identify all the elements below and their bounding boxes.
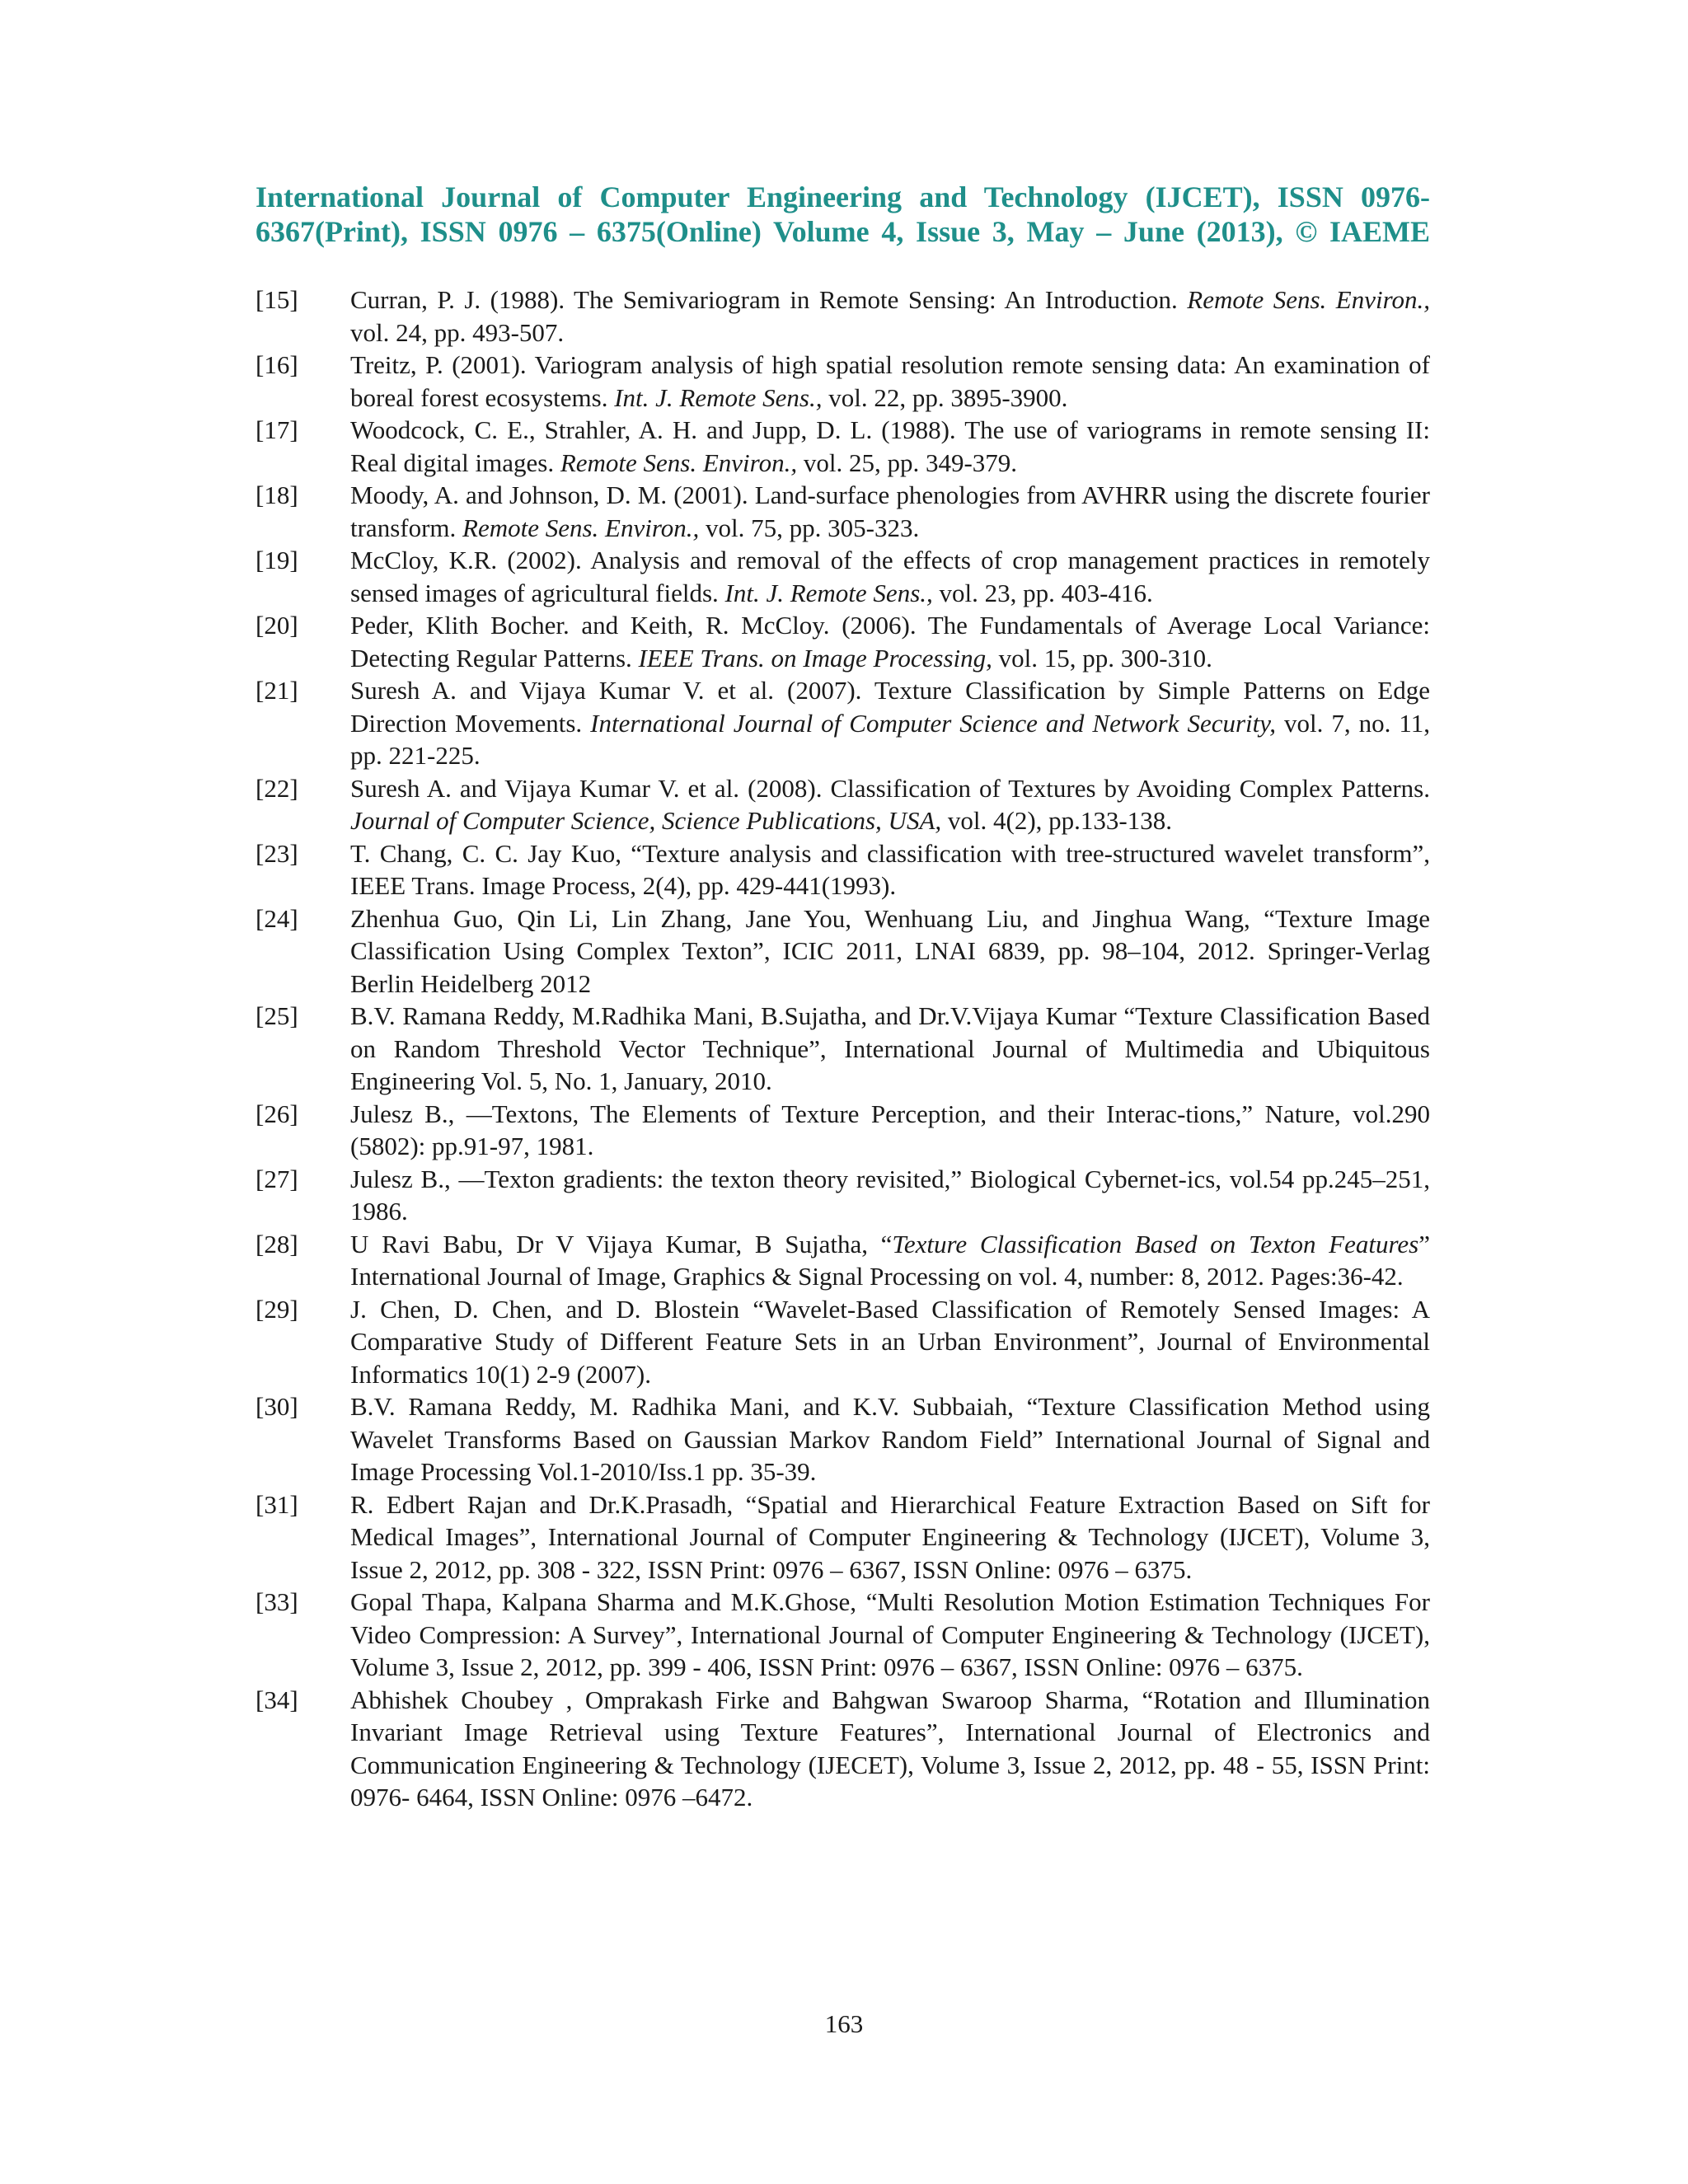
reference-item: [256, 609, 1430, 674]
reference-text: [350, 349, 1430, 414]
reference-text: [350, 544, 1430, 609]
reference-text: [350, 1488, 1430, 1586]
reference-text-segment: T. Chang, C. C. Jay Kuo, “Texture analysis and classification with tree-structured wavelet transform”, IEEE Trans. Image Process, 2(4), pp. 429-441(1993).: [350, 838, 1430, 900]
reference-text-segment: Julesz B., ―Texton gradients: the texton theory revisited,” Biological Cybernet-ics, vol.54 pp.245–251, 1986.: [350, 1164, 1430, 1226]
reference-number: [21]: [256, 676, 298, 705]
reference-text-segment: J. Chen, D. Chen, and D. Blostein “Wavelet-Based Classification of Remotely Sensed Images: A Comparative Study of Different Feature Sets in an Urban Environment”, Journal of Environmental Informatics 10(1) 2-9 (2007).: [350, 1294, 1430, 1389]
reference-item: [256, 284, 1430, 349]
reference-item: [256, 1586, 1430, 1684]
reference-item: [256, 414, 1430, 479]
reference-number: [33]: [256, 1587, 298, 1616]
reference-text-segment: B.V. Ramana Reddy, M. Radhika Mani, and K.V. Subbaiah, “Texture Classification Method using Wavelet Transforms Based on Gaussian Markov Random Field” International Journal of Signal and Image Processing Vol.1-2010/Iss.1 pp. 35-39.: [350, 1392, 1430, 1486]
reference-number: [25]: [256, 1001, 298, 1030]
reference-number: [29]: [256, 1294, 298, 1324]
reference-text-segment: vol. 24, pp. 493-507.: [350, 317, 565, 347]
reference-text-segment: vol. 4(2), pp.133-138.: [941, 806, 1172, 835]
reference-item: [256, 772, 1430, 837]
reference-text: [350, 1000, 1430, 1098]
reference-text: [350, 902, 1430, 1001]
reference-number: [19]: [256, 546, 298, 574]
reference-text-segment: U Ravi Babu, Dr V Vijaya Kumar, B Sujatha, “: [350, 1229, 893, 1258]
reference-text: [350, 479, 1430, 544]
reference-item: [256, 1390, 1430, 1488]
reference-text-segment: vol. 15, pp. 300-310.: [992, 643, 1212, 673]
reference-text-segment: Suresh A. and Vijaya Kumar V. et al. (2007). Texture Classification by Simple Patterns on Edge Direction Movements.: [350, 676, 1430, 738]
reference-text-segment: Gopal Thapa, Kalpana Sharma and M.K.Ghose, “Multi Resolution Motion Estimation Techniques For Video Compression: A Survey”, International Journal of Computer Engineering & Technology (IJCET), Volume 3, Issue 2, 2012, pp. 399 - 406, ISSN Print: 0976 – 6367, ISSN Online: 0976 – 6375.: [350, 1587, 1430, 1681]
reference-source-italic: Texture Classification Based on Texton Features: [892, 1229, 1419, 1258]
reference-number: [34]: [256, 1685, 298, 1714]
reference-source-italic: International Journal of Computer Science and Network Security,: [590, 708, 1277, 738]
reference-number: [17]: [256, 415, 298, 444]
reference-text-segment: Moody, A. and Johnson, D. M. (2001). Land-surface phenologies from AVHRR using the discrete fourier transform.: [350, 480, 1430, 542]
reference-text: [350, 1228, 1430, 1293]
reference-text-segment: R. Edbert Rajan and Dr.K.Prasadh, “Spatial and Hierarchical Feature Extraction Based on Sift for Medical Images”, International Journal of Computer Engineering & Technology (IJCET), Volume 3, Issue 2, 2012, pp. 308 - 322, ISSN Print: 0976 – 6367, ISSN Online: 0976 – 6375.: [350, 1489, 1430, 1584]
reference-number: [27]: [256, 1164, 298, 1193]
reference-text-segment: Julesz B., ―Textons, The Elements of Texture Perception, and their Interac-tions,” Nature, vol.290 (5802): pp.91-97, 1981.: [350, 1099, 1430, 1160]
reference-number: [30]: [256, 1392, 298, 1421]
reference-source-italic: Remote Sens. Environ.,: [462, 513, 700, 542]
reference-text-segment: ” International Journal of Image, Graphics & Signal Processing on vol. 4, number: 8, 2012. Pages:36-42.: [350, 1229, 1430, 1291]
reference-number: [22]: [256, 773, 298, 803]
reference-text-segment: vol. 23, pp. 403-416.: [932, 578, 1153, 607]
reference-text-segment: McCloy, K.R. (2002). Analysis and removal of the effects of crop management practices in remotely sensed images of agricultural fields.: [350, 546, 1430, 607]
reference-text-segment: Zhenhua Guo, Qin Li, Lin Zhang, Jane You, Wenhuang Liu, and Jinghua Wang, “Texture Image Classification Using Complex Texton”, ICIC 2011, LNAI 6839, pp. 98–104, 2012. Springer-Verlag Berlin Heidelberg 2012: [350, 903, 1430, 998]
reference-source-italic: Int. J. Remote Sens.,: [724, 578, 933, 607]
reference-number: [23]: [256, 838, 298, 868]
reference-list: [256, 284, 1430, 1814]
reference-source-italic: Journal of Computer Science, Science Publications, USA,: [350, 806, 942, 835]
reference-item: [256, 1228, 1430, 1293]
reference-item: [256, 1098, 1430, 1163]
reference-source-italic: IEEE Trans. on Image Processing,: [638, 643, 992, 673]
reference-text: [350, 674, 1430, 772]
reference-number: [28]: [256, 1229, 298, 1258]
reference-number: [26]: [256, 1099, 298, 1128]
reference-item: [256, 837, 1430, 902]
reference-item: [256, 349, 1430, 414]
reference-text-segment: Curran, P. J. (1988). The Semivariogram in Remote Sensing: An Introduction.: [350, 285, 1188, 314]
reference-text-segment: B.V. Ramana Reddy, M.Radhika Mani, B.Sujatha, and Dr.V.Vijaya Kumar “Texture Classification Based on Random Threshold Vector Technique”, International Journal of Multimedia and Ubiquitous Engineering Vol. 5, No. 1, January, 2010.: [350, 1001, 1430, 1095]
reference-item: [256, 544, 1430, 609]
reference-source-italic: Remote Sens. Environ.,: [560, 448, 798, 477]
reference-item: [256, 1163, 1430, 1228]
reference-text-segment: Abhishek Choubey , Omprakash Firke and Bahgwan Swaroop Sharma, “Rotation and Illumination Invariant Image Retrieval using Texture Features”, International Journal of Electronics and Communication Engineering & Technology (IJECET), Volume 3, Issue 2, 2012, pp. 48 - 55, ISSN Print: 0976- 6464, ISSN Online: 0976 –6472.: [350, 1685, 1430, 1811]
reference-item: [256, 1684, 1430, 1814]
reference-text: [350, 1390, 1430, 1488]
reference-text-segment: Treitz, P. (2001). Variogram analysis of high spatial resolution remote sensing data: An examination of boreal forest ecosystems.: [350, 350, 1430, 412]
reference-text-segment: vol. 22, pp. 3895-3900.: [822, 382, 1068, 412]
reference-text: [350, 1163, 1430, 1228]
reference-source-italic: Remote Sens. Environ.,: [1187, 285, 1431, 314]
reference-item: [256, 1488, 1430, 1586]
reference-text: [350, 1586, 1430, 1684]
reference-text: [350, 1293, 1430, 1391]
reference-text-segment: Peder, Klith Bocher. and Keith, R. McCloy. (2006). The Fundamentals of Average Local Variance: Detecting Regular Patterns.: [350, 611, 1430, 673]
reference-text-segment: vol. 75, pp. 305-323.: [699, 513, 920, 542]
page-number: 163: [824, 2009, 864, 2038]
reference-number: [16]: [256, 350, 298, 379]
reference-text: [350, 837, 1430, 902]
reference-text: [350, 284, 1430, 349]
reference-text: [350, 1684, 1430, 1814]
reference-text: [350, 609, 1430, 674]
reference-number: [31]: [256, 1489, 298, 1519]
reference-text-segment: Woodcock, C. E., Strahler, A. H. and Jupp, D. L. (1988). The use of variograms in remote sensing II: Real digital images.: [350, 415, 1430, 477]
reference-item: [256, 1293, 1430, 1391]
reference-number: [18]: [256, 480, 298, 509]
reference-text-segment: vol. 25, pp. 349-379.: [797, 448, 1018, 477]
reference-text-segment: Suresh A. and Vijaya Kumar V. et al. (2008). Classification of Textures by Avoiding Complex Patterns.: [350, 773, 1430, 803]
reference-number: [15]: [256, 285, 298, 314]
reference-number: [24]: [256, 903, 298, 933]
reference-text: [350, 414, 1430, 479]
reference-text-segment: vol. 7, no. 11, pp. 221-225.: [350, 708, 1430, 770]
reference-item: [256, 479, 1430, 544]
reference-item: [256, 674, 1430, 772]
reference-item: [256, 902, 1430, 1001]
reference-number: [20]: [256, 611, 298, 640]
reference-text: [350, 1098, 1430, 1163]
journal-header: International Journal of Computer Engineering and Technology (IJCET), ISSN 0976-6367(Print), ISSN 0976 – 6375(Online) Volume 4, Issue 3, May – June (2013), © IAEME: [256, 180, 1430, 248]
reference-text: [350, 772, 1430, 837]
reference-item: [256, 1000, 1430, 1098]
reference-source-italic: Int. J. Remote Sens.,: [614, 382, 823, 412]
